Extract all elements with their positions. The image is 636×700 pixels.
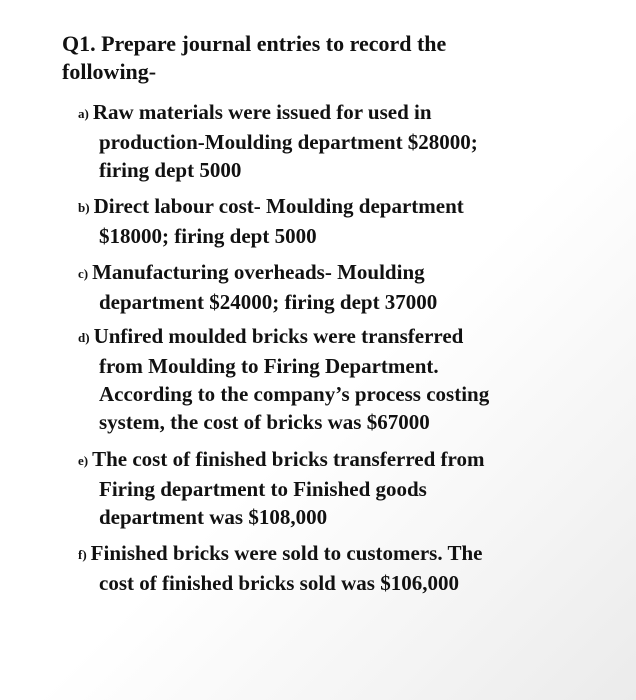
item-text-line: Finished bricks were sold to customers. The — [90, 541, 483, 565]
item-text-line: cost of finished bricks sold was $106,000 — [99, 571, 459, 595]
item-marker: d) — [78, 330, 90, 345]
item-text-line: Manufacturing overheads- Moulding — [92, 260, 425, 284]
list-item-f — [78, 539, 578, 597]
item-text-line: According to the company’s process costing — [99, 382, 490, 406]
list-item-a — [78, 98, 578, 184]
item-text-line: The cost of finished bricks transferred from — [92, 447, 485, 471]
item-marker: f) — [78, 547, 87, 562]
item-marker: c) — [78, 266, 89, 281]
item-text-line: production-Moulding department $28000; — [99, 130, 478, 154]
item-marker: e) — [78, 453, 89, 468]
list-item-b — [78, 192, 578, 250]
item-text-line: firing dept 5000 — [99, 158, 242, 182]
item-marker: a) — [78, 106, 89, 121]
item-text-line: $18000; firing dept 5000 — [99, 224, 317, 248]
item-text-line: department was $108,000 — [99, 505, 328, 529]
list-item-c — [78, 258, 578, 316]
item-marker: b) — [78, 200, 90, 215]
question-title-line: Q1. Prepare journal entries to record the — [62, 31, 447, 56]
item-text-line: system, the cost of bricks was $67000 — [99, 410, 430, 434]
item-text-line: Direct labour cost- Moulding department — [93, 194, 464, 218]
question-title — [62, 30, 582, 86]
item-text-line: Raw materials were issued for used in — [92, 100, 432, 124]
item-text-line: from Moulding to Firing Department. — [99, 354, 439, 378]
list-item-e — [78, 445, 578, 531]
list-item-d — [78, 322, 578, 436]
question-title-line: following- — [62, 59, 157, 84]
item-text-line: Unfired moulded bricks were transferred — [93, 324, 464, 348]
item-text-line: Firing department to Finished goods — [99, 477, 427, 501]
item-text-line: department $24000; firing dept 37000 — [99, 290, 438, 314]
